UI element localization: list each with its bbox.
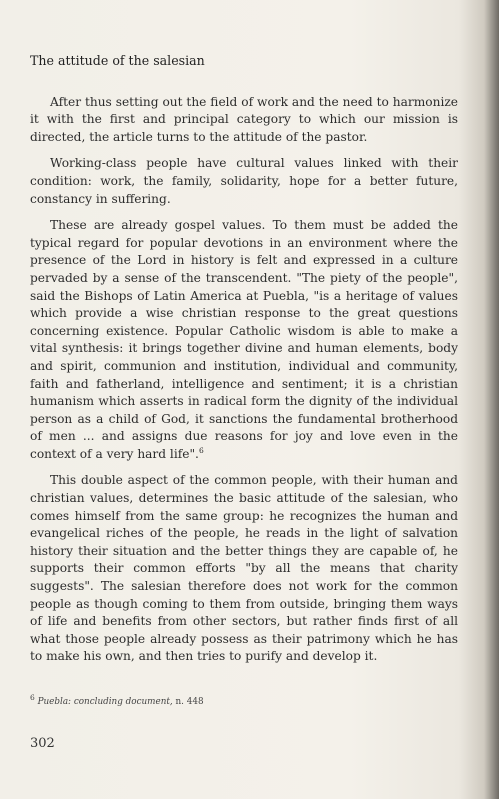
paragraph-3 [30, 217, 458, 463]
page-number: 302 [30, 736, 55, 751]
page-body [30, 52, 458, 675]
footnote-number: 6 [30, 693, 35, 703]
paragraph-4: This double aspect of the common people, with their human and christian values, determines the basic attitude of the salesian, who comes himself from the same group: he recognizes the human and evangelical riches of the people, he reads in the light of salvation history their situation and the better things they are capable of, he supports their common efforts "by all the means that charity suggests". The salesian therefore does not work for the common people as though coming to them from outside, bringing them ways of life and benefits from other sectors, but rather finds first of all what those people already possess as their patrimony which he has to make his own, and then tries to purify and develop it. [30, 473, 458, 664]
paragraph-2: Working-class people have cultural values linked with their condition: work, the family, solidarity, hope for a better future, constancy in suffering. [30, 156, 458, 206]
footnote-reference: 6 [198, 445, 204, 455]
footnote-source: Puebla: concluding document, [37, 697, 173, 707]
paragraph-1: After thus setting out the field of work and the need to harmonize it with the first and principal category to which our mission is directed, the article turns to the attitude of the pastor. [30, 94, 458, 144]
section-heading: The attitude of the salesian [30, 53, 205, 68]
paragraph-3-text: These are already gospel values. To them must be added the typical regard for popular devotions in an environment where the presence of the Lord in history is felt and expressed in a culture pervaded by a sense of the transcendent. "The piety of the people", said the Bishops of Latin America at Puebla, "is a heritage of values which provide a wise christian response to the great questions concerning existence. Popular Catholic wisdom is able to make a vital synthesis: it brings together divine and human elements, body and spirit, communion and institution, individual and community, faith and fatherland, intelligence and sentiment; it is a christian humanism which asserts in radical form the dignity of the individual person as a child of God, it sanctions the fundamental brotherhood of men ... and assigns due reasons for joy and love even in the context of a very hard life". [30, 218, 458, 461]
footnote-ref: n. 448 [175, 697, 204, 707]
footnote [30, 693, 410, 707]
